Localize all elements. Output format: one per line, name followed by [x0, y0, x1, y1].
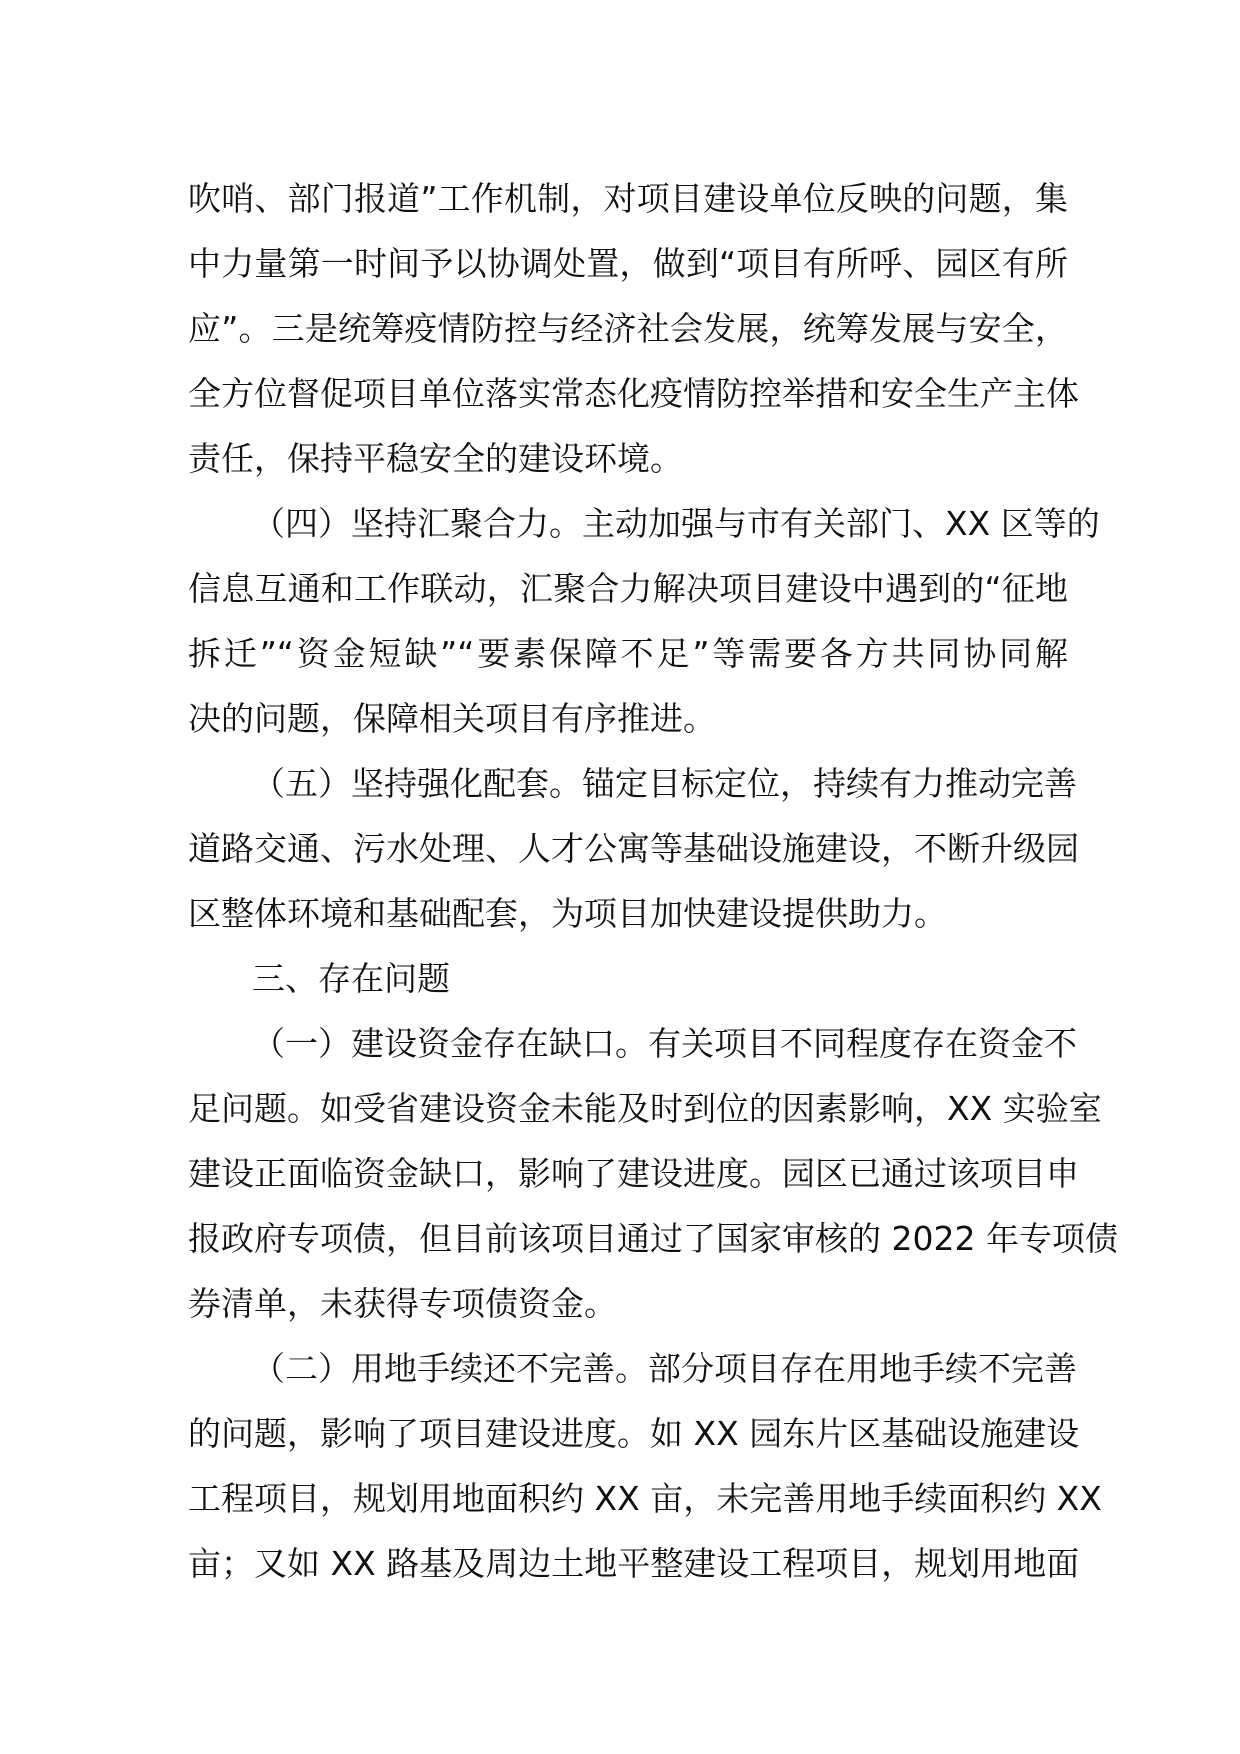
- paragraph-line: （一）建设资金存在缺口。有关项目不同程度存在资金不: [252, 1024, 1077, 1063]
- paragraph-line: 中力量第一时间予以协调处置，做到“项目有所呼、园区有所: [188, 244, 1068, 283]
- paragraph-line: （五）坚持强化配套。锚定目标定位，持续有力推动完善: [252, 764, 1077, 803]
- paragraph-line: 亩；又如 XX 路基及周边土地平整建设工程项目，规划用地面: [188, 1544, 1080, 1583]
- paragraph-line: 足问题。如受省建设资金未能及时到位的因素影响，XX 实验室: [188, 1089, 1102, 1128]
- paragraph-line: 决的问题，保障相关项目有序推进。: [188, 699, 716, 738]
- paragraph-line: 拆迁”“资金短缺”“要素保障不足”等需要各方共同协同解: [188, 634, 1068, 673]
- paragraph-line: 的问题，影响了项目建设进度。如 XX 园东片区基础设施建设: [188, 1414, 1080, 1453]
- paragraph-line: 区整体环境和基础配套，为项目加快建设提供助力。: [188, 894, 947, 933]
- paragraph-line: 道路交通、污水处理、人才公寓等基础设施建设，不断升级园: [188, 829, 1079, 868]
- paragraph-line: 责任，保持平稳安全的建设环境。: [188, 439, 683, 478]
- paragraph-line: 券清单，未获得专项债资金。: [188, 1284, 617, 1323]
- paragraph-line: 应”。三是统筹疫情防控与经济社会发展，统筹发展与安全，: [188, 309, 1068, 348]
- paragraph-line: 信息互通和工作联动，汇聚合力解决项目建设中遇到的“征地: [188, 569, 1068, 608]
- paragraph-line: （四）坚持汇聚合力。主动加强与市有关部门、XX 区等的: [252, 504, 1100, 543]
- document-body: [188, 166, 1118, 1596]
- paragraph-line: （二）用地手续还不完善。部分项目存在用地手续不完善: [252, 1349, 1077, 1388]
- section-heading: 三、存在问题: [252, 959, 450, 998]
- paragraph-line: 全方位督促项目单位落实常态化疫情防控举措和安全生产主体: [188, 374, 1079, 413]
- paragraph-line: 工程项目，规划用地面积约 XX 亩，未完善用地手续面积约 XX: [188, 1479, 1102, 1518]
- paragraph-line: 建设正面临资金缺口，影响了建设进度。园区已通过该项目申: [188, 1154, 1079, 1193]
- paragraph-line: 吹哨、部门报道”工作机制，对项目建设单位反映的问题，集: [188, 179, 1068, 218]
- paragraph-line: 报政府专项债，但目前该项目通过了国家审核的 2022 年专项债: [188, 1219, 1118, 1258]
